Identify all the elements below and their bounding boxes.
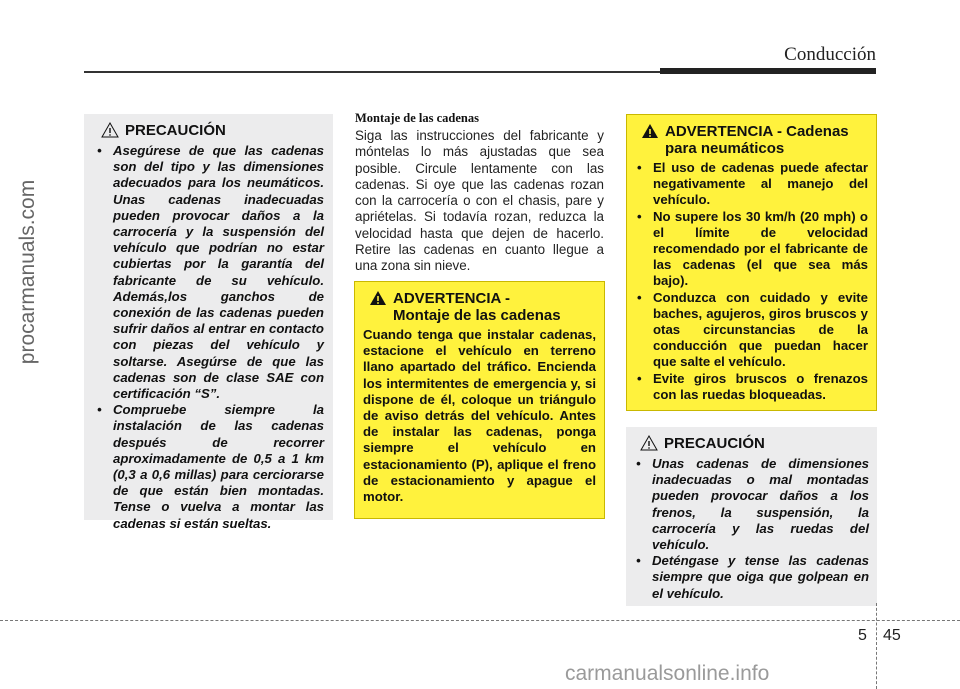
- header-rule: [84, 71, 664, 73]
- side-watermark: procarmanuals.com: [16, 179, 39, 365]
- warning-triangle-icon: [641, 123, 659, 139]
- warning-title-right: ADVERTENCIA - Cadenas para neumáticos: [641, 123, 868, 157]
- chapter-number: 5: [858, 627, 867, 644]
- caution-box-left: [84, 114, 333, 531]
- caution-triangle-icon: [101, 122, 119, 138]
- warning-title-middle: ADVERTENCIA - Montaje de las cadenas: [369, 290, 596, 324]
- warning-triangle-icon: [369, 290, 387, 306]
- caution-triangle-icon: [640, 435, 658, 451]
- caution-box-right: [626, 427, 877, 606]
- list-item: • No supere los 30 km/h (20 mph) o el límite de velocidad recomendado por el fabricante de las cadenas (el que sea más bajo).: [633, 209, 868, 290]
- list-item: • El uso de cadenas puede afectar negativamente al manejo del vehículo.: [633, 160, 868, 209]
- list-item: • Evite giros bruscos o frenazos con las ruedas bloqueadas.: [633, 371, 868, 403]
- page-number: 45: [883, 627, 901, 644]
- page-separator: [876, 603, 877, 689]
- warning-box-middle: [354, 281, 605, 519]
- caution-list-right: [632, 456, 869, 602]
- section-heading: Montaje de las cadenas: [355, 111, 479, 125]
- header-rule-thick: [660, 68, 876, 74]
- warning-box-right: [626, 114, 877, 411]
- footer-rule: [0, 620, 960, 621]
- section-title: Conducción: [784, 44, 876, 65]
- warning-body-middle: Cuando tenga que instalar cadenas, estacione el vehículo en terreno llano apartado del tráfico. Encienda los intermitentes de emergencia y, si dispone de él, coloque un triángulo de aviso detrás del vehículo. Antes de instalar las cadenas, ponga siempre el vehículo en estacionamiento (P), aplique el freno de estacionamiento y apague el motor.: [363, 327, 596, 505]
- list-item: • Unas cadenas de dimensiones inadecuadas o mal montadas pueden provocar daños a los frenos, la suspensión, la carrocería y las ruedas del vehículo.: [632, 456, 869, 553]
- list-item: • Compruebe siempre la instalación de las cadenas después de recorrer aproximadamente de 0,5 a 1 km (0,3 a 0,6 millas) para cerciorarse de que están bien montadas. Tense o vuelva a montar las cadenas si están sueltas.: [93, 402, 324, 532]
- bottom-watermark: carmanualsonline.info: [565, 662, 770, 685]
- caution-title-right: PRECAUCIÓN: [640, 435, 869, 452]
- caution-list-left: [93, 143, 324, 532]
- body-paragraph: Siga las instrucciones del fabricante y móntelas lo más ajustadas que sea posible. Circule lentamente con las cadenas. Si oye que las cadenas rozan con la carrocería o con el chasis, pare y apriételas. Si todavía rozan, reduzca la velocidad hasta que dejen de hacerlo. Retire las cadenas en cuanto llegue a una zona sin nieve.: [355, 128, 604, 274]
- warning-list-right: [633, 160, 868, 403]
- list-item: • Conduzca con cuidado y evite baches, agujeros, giros bruscos y otas circunstancias de la conducción que puedan hacer que salte el vehículo.: [633, 290, 868, 371]
- caution-title-left: PRECAUCIÓN: [101, 122, 324, 139]
- list-item: • Deténgase y tense las cadenas siempre que oiga que golpean en el vehículo.: [632, 553, 869, 602]
- list-item: • Asegúrese de que las cadenas son del tipo y las dimensiones adecuados para los neumáticos. Unas cadenas inadecuadas pueden provocar daños a la carrocería y la suspensión del vehículo que podrían no estar cubiertas por la garantía del fabricante de su vehículo. Además,los ganchos de conexión de las cadenas pueden sufrir daños al entrar en contacto con piezas del vehículo y soltarse. Asegúrse de que las cadenas son de clase SAE con certificación “S”.: [93, 143, 324, 402]
